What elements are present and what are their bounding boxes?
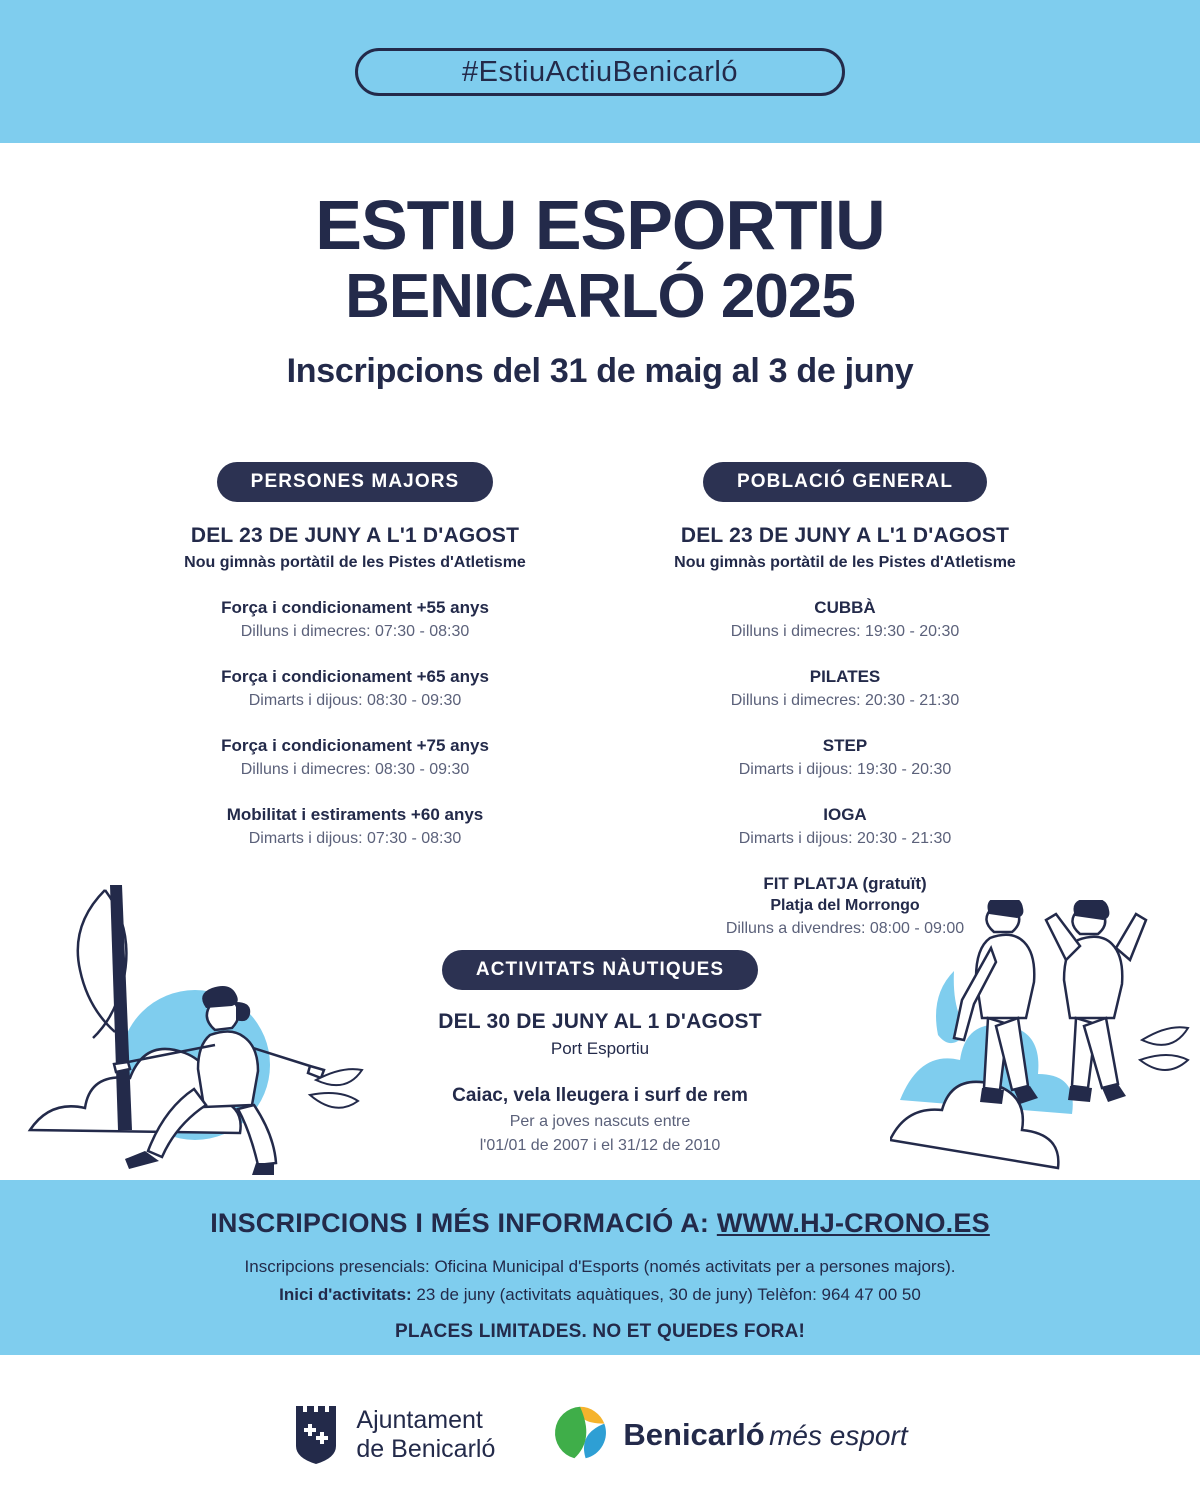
info-line-inici bbox=[0, 1285, 1200, 1305]
activity-time: Dimarts i dijous: 07:30 - 08:30 bbox=[248, 830, 462, 847]
activity-time: Dimarts i dijous: 20:30 - 21:30 bbox=[738, 830, 952, 847]
activity-time: Dilluns i dimecres: 08:30 - 09:30 bbox=[240, 761, 470, 778]
section-pill-activitats-nautiques: ACTIVITATS NÀUTIQUES bbox=[442, 950, 758, 990]
logo-ajuntament-line1: Ajuntament bbox=[356, 1406, 483, 1435]
column-persones-majors bbox=[145, 462, 565, 938]
activity-time: Dimarts i dijous: 19:30 - 20:30 bbox=[738, 761, 952, 778]
place-poblacio-general: Nou gimnàs portàtil de les Pistes d'Atletisme bbox=[674, 554, 1016, 571]
activity-name: Força i condicionament +65 anys bbox=[221, 667, 489, 686]
activity-name: STEP bbox=[822, 736, 868, 755]
program-columns bbox=[0, 462, 1200, 938]
activity-item bbox=[145, 667, 565, 710]
activity-name: CUBBÀ bbox=[814, 598, 876, 617]
info-heading bbox=[0, 1180, 1200, 1239]
place-persones-majors: Nou gimnàs portàtil de les Pistes d'Atletisme bbox=[184, 554, 526, 571]
activity-time: Dilluns i dimecres: 19:30 - 20:30 bbox=[730, 623, 960, 640]
activity-item bbox=[635, 874, 1055, 938]
activity-name: IOGA bbox=[823, 805, 867, 824]
page-subtitle: Inscripcions del 31 de maig al 3 de juny bbox=[286, 351, 914, 390]
section-pill-poblacio-general: POBLACIÓ GENERAL bbox=[703, 462, 987, 502]
hashtag-pill bbox=[355, 48, 845, 96]
footer-logos bbox=[0, 1370, 1200, 1500]
activity-name: Força i condicionament +75 anys bbox=[221, 736, 489, 755]
info-line-inici-value: 23 de juny (activitats aquàtiques, 30 de juny) Telèfon: 964 47 00 50 bbox=[411, 1285, 921, 1304]
activity-name: Força i condicionament +55 anys bbox=[221, 598, 489, 617]
activity-time: Dilluns i dimecres: 20:30 - 21:30 bbox=[730, 692, 960, 709]
activity-name: Caiac, vela lleugera i surf de rem bbox=[452, 1085, 748, 1106]
page-title-line1: ESTIU ESPORTIU bbox=[315, 186, 885, 264]
logo-benicarlo-text bbox=[623, 1416, 908, 1452]
activity-time: Dimarts i dijous: 08:30 - 09:30 bbox=[248, 692, 462, 709]
title-block bbox=[0, 186, 1200, 391]
period-persones-majors: DEL 23 DE JUNY A L'1 D'AGOST bbox=[190, 524, 520, 547]
info-line-inici-label: Inici d'activitats: bbox=[279, 1285, 412, 1304]
logo-benicarlo-line1: Benicarló bbox=[623, 1416, 765, 1452]
shield-icon bbox=[292, 1406, 340, 1464]
activity-sublocation: Platja del Morrongo bbox=[770, 897, 920, 914]
period-poblacio-general: DEL 23 DE JUNY A L'1 D'AGOST bbox=[680, 524, 1010, 547]
benicarlo-mark-icon bbox=[551, 1404, 609, 1467]
activity-item bbox=[145, 598, 565, 641]
activity-time: Dilluns a divendres: 08:00 - 09:00 bbox=[725, 920, 965, 937]
nautiques-eligibility-line2: l'01/01 de 2007 i el 31/12 de 2010 bbox=[479, 1137, 721, 1154]
activity-name: PILATES bbox=[809, 667, 881, 686]
registration-url-link[interactable]: WWW.HJ-CRONO.ES bbox=[716, 1208, 990, 1238]
place-nautiques: Port Esportiu bbox=[550, 1039, 650, 1058]
column-poblacio-general bbox=[635, 462, 1055, 938]
info-heading-prefix: INSCRIPCIONS I MÉS INFORMACIÓ A: bbox=[210, 1208, 717, 1238]
logo-ajuntament-de-benicarlo bbox=[292, 1406, 495, 1464]
logo-ajuntament-text bbox=[356, 1406, 495, 1464]
page-title-line2: BENICARLÓ 2025 bbox=[345, 262, 855, 332]
period-nautiques: DEL 30 DE JUNY AL 1 D'AGOST bbox=[438, 1010, 762, 1033]
logo-benicarlo-line2: més esport bbox=[769, 1419, 908, 1451]
section-activitats-nautiques bbox=[0, 950, 1200, 1155]
nautiques-eligibility-line1: Per a joves nascuts entre bbox=[509, 1113, 691, 1130]
activity-time: Dilluns i dimecres: 07:30 - 08:30 bbox=[240, 623, 470, 640]
info-band bbox=[0, 1180, 1200, 1355]
activity-name: Mobilitat i estiraments +60 anys bbox=[226, 805, 484, 824]
section-pill-persones-majors: PERSONES MAJORS bbox=[217, 462, 494, 502]
info-line-presencials: Inscripcions presencials: Oficina Municipal d'Esports (només activitats per a persones majors). bbox=[244, 1257, 956, 1276]
activity-item bbox=[635, 736, 1055, 779]
logo-benicarlo-mes-esport bbox=[551, 1404, 907, 1467]
activity-item bbox=[145, 736, 565, 779]
logo-ajuntament-line2: de Benicarló bbox=[356, 1435, 496, 1463]
activity-item bbox=[635, 598, 1055, 641]
activity-item bbox=[635, 667, 1055, 710]
activity-item bbox=[635, 805, 1055, 848]
info-line-places: PLACES LIMITADES. NO ET QUEDES FORA! bbox=[394, 1321, 806, 1342]
activity-name: FIT PLATJA (gratuït) bbox=[763, 874, 927, 893]
hashtag-text: #EstiuActiuBenicarló bbox=[462, 55, 738, 88]
activity-item bbox=[145, 805, 565, 848]
